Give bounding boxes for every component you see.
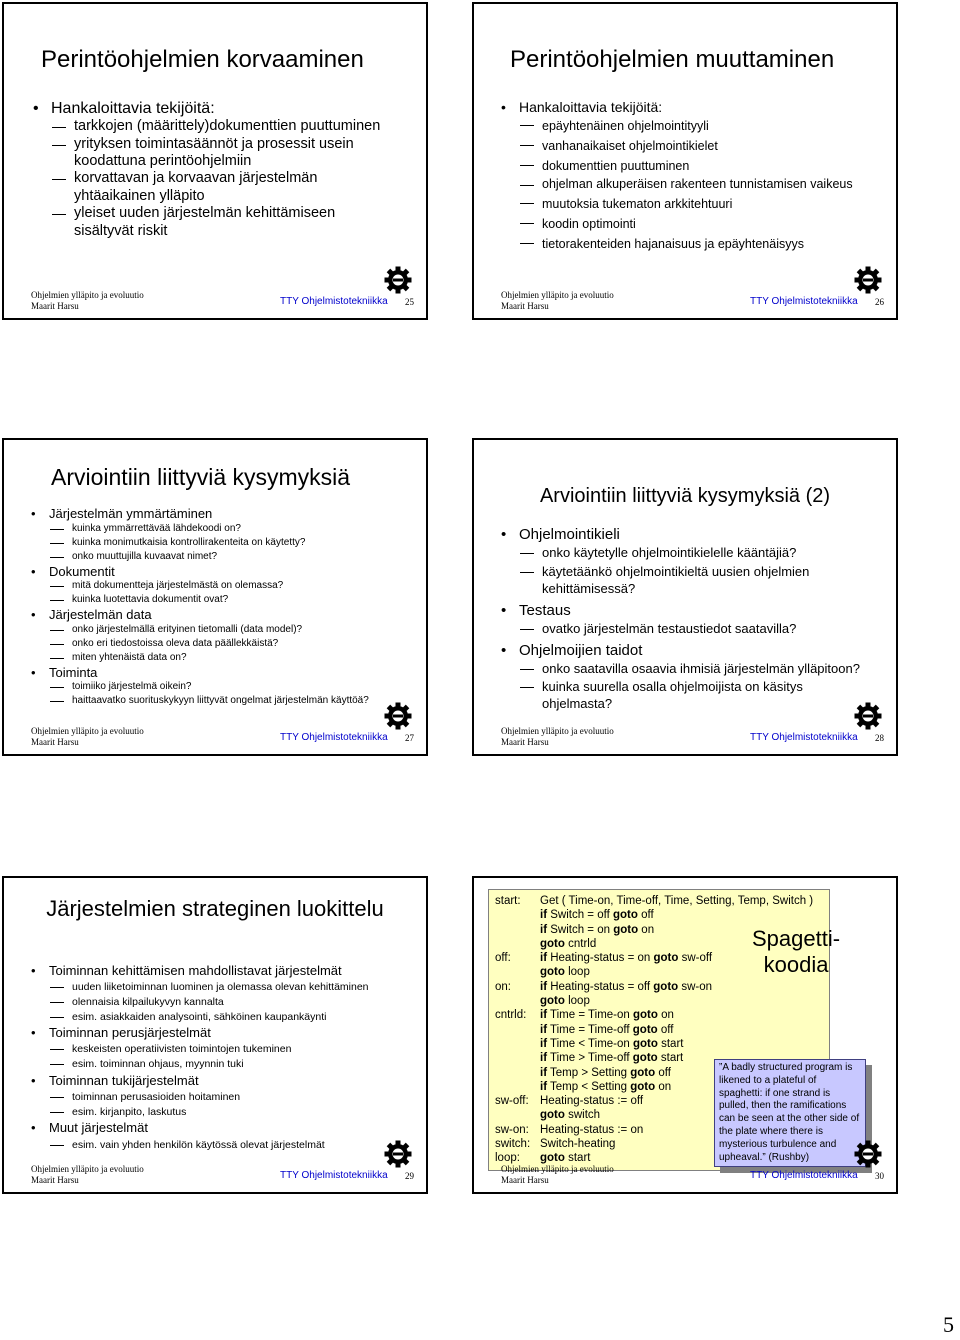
sub-bullet-item: kuinka monimutkaisia kontrollirakenteita on käytetty? (29, 536, 392, 550)
slide-bullets (499, 99, 862, 254)
sub-bullet-item: tarkkojen (määrittely)dokumenttien puuttuminen (31, 118, 392, 135)
slide-number: 27 (405, 733, 414, 743)
sub-bullet-item: tietorakenteiden hajanaisuus ja epäyhtenäisyys (499, 234, 862, 254)
slide-29 (2, 876, 428, 1194)
code-keyword: goto (612, 909, 638, 922)
slide-footer-left (31, 290, 144, 313)
slide-footer-left (501, 290, 614, 313)
code-keyword: goto (540, 995, 565, 1008)
bullet-item: • Toiminnan kehittämisen mahdollistavat järjestelmät (29, 962, 392, 980)
code-text: off (657, 1023, 674, 1036)
slide-footer-left (501, 1164, 614, 1187)
sub-bullet-item: olennaisia kilpailukyvyn kannalta (29, 995, 392, 1010)
code-text: start (657, 1037, 684, 1050)
footer-org: TTY Ohjelmistotekniikka (280, 296, 388, 307)
code-keyword: goto (653, 980, 679, 993)
slide-number: 28 (875, 733, 884, 743)
code-text: off (655, 1066, 671, 1079)
code-text: Time = Time-on (547, 1009, 633, 1022)
sub-bullet-item: toimiiko järjestelmä oikein? (29, 680, 392, 694)
sub-bullet-item: esim. kirjanpito, laskutus (29, 1105, 392, 1120)
sub-bullet-item: keskeisten operatiivisten toimintojen tukeminen (29, 1042, 392, 1057)
bullet-item: • Toiminnan perusjärjestelmät (29, 1024, 392, 1042)
sub-bullet-item: onko eri tiedostoissa oleva data päällekkäistä? (29, 637, 392, 651)
bullet-item: • Hankaloittavia tekijöitä: (499, 99, 862, 116)
code-label (489, 1023, 540, 1037)
bullet-item: • Muut järjestelmät (29, 1119, 392, 1137)
sub-bullet-item: yleiset uuden järjestelmän kehittämiseen sisältyvät riskit (31, 205, 392, 240)
code-text: Heating-status = off (547, 980, 654, 993)
footer-author: Maarit Harsu (31, 300, 79, 311)
sub-bullet-item: esim. asiakkaiden analysointi, sähköinen kaupankäynti (29, 1010, 392, 1025)
code-label: start: (495, 895, 521, 907)
code-label (489, 1037, 540, 1051)
code-statement (540, 980, 829, 994)
footer-author: Maarit Harsu (501, 300, 549, 311)
footer-course: Ohjelmien ylläpito ja evoluutio (31, 1163, 144, 1174)
sub-bullet-item: ovatko järjestelmän testaustiedot saatavilla? (499, 621, 862, 638)
code-line (489, 1023, 829, 1037)
sub-bullet-item: epäyhtenäinen ohjelmointityyli (499, 116, 862, 136)
code-text: cntrld (564, 937, 597, 950)
tty-gear-logo-icon (854, 266, 882, 294)
sub-bullet-item: vanhanaikaiset ohjelmointikielet (499, 136, 862, 156)
code-text: off (637, 909, 654, 922)
sub-bullet-item: koodin optimointi (499, 214, 862, 234)
code-keyword: goto (540, 966, 565, 979)
slide-footer-left (501, 726, 614, 749)
code-text: on (657, 1009, 674, 1022)
code-label (489, 937, 540, 951)
tty-gear-logo-icon (384, 266, 412, 294)
tty-gear-logo-icon (854, 702, 882, 730)
footer-org: TTY Ohjelmistotekniikka (750, 732, 858, 743)
bullet-item: • Toiminnan tukijärjestelmät (29, 1072, 392, 1090)
code-line (489, 1037, 829, 1051)
code-text: Heating-status := on (540, 1123, 644, 1136)
sub-bullet-item: kuinka luotettavia dokumentit ovat? (29, 593, 392, 607)
code-text: Heating-status := off (540, 1095, 644, 1108)
footer-course: Ohjelmien ylläpito ja evoluutio (31, 725, 144, 736)
slide-25 (2, 2, 428, 320)
slide-footer-left (31, 726, 144, 749)
bullet-item: • Järjestelmän ymmärtäminen (29, 506, 392, 522)
code-line (489, 980, 829, 994)
slide-title-line-2: koodia (763, 952, 829, 978)
code-label (489, 1066, 540, 1080)
code-label: sw-off: (495, 1095, 529, 1108)
code-label (489, 1051, 540, 1065)
code-label: sw-on: (495, 1123, 529, 1136)
code-keyword: goto (633, 1009, 658, 1022)
slide-title: Arviointiin liittyviä kysymyksiä (2) (539, 485, 831, 507)
code-keyword: if (540, 1009, 548, 1022)
code-label (489, 923, 540, 937)
slide-bullets (29, 506, 392, 708)
code-keyword: goto (653, 952, 679, 965)
sub-bullet-item: onko saatavilla osaavia ihmisiä järjestelmän ylläpitoon? (499, 661, 862, 678)
code-line (489, 894, 829, 908)
code-text: switch (564, 1109, 601, 1122)
tty-gear-logo-icon (854, 1140, 882, 1168)
sub-bullet-item: esim. vain yhden henkilön käytössä olevat järjestelmät (29, 1138, 392, 1153)
code-text: start (657, 1052, 684, 1065)
sub-bullet-item: onko muuttujilla kuvaavat nimet? (29, 550, 392, 564)
code-statement (540, 1037, 829, 1051)
code-statement (540, 894, 829, 908)
slide-title: Arviointiin liittyviä kysymyksiä (51, 464, 351, 490)
sub-bullet-item: korvattavan ja korvaavan järjestelmän yhtäaikainen ylläpito (31, 170, 392, 205)
tty-gear-logo-icon (384, 702, 412, 730)
code-text: on (638, 923, 655, 936)
footer-org: TTY Ohjelmistotekniikka (750, 1170, 858, 1181)
bullet-item: • Hankaloittavia tekijöitä: (31, 99, 392, 118)
footer-author: Maarit Harsu (501, 1174, 549, 1185)
code-text: Switch-heating (540, 1138, 616, 1151)
code-keyword: goto (630, 1080, 656, 1093)
sub-bullet-item: onko käytetylle ohjelmointikielelle kääntäjiä? (499, 545, 862, 562)
code-label: switch: (495, 1138, 531, 1151)
code-keyword: goto (632, 1023, 658, 1036)
code-keyword: goto (540, 937, 565, 950)
sub-bullet-item: yrityksen toimintasäännöt ja prosessit usein koodattuna perintöohjelmiin (31, 136, 392, 171)
code-keyword: if (540, 1023, 548, 1036)
code-text: Switch = off (547, 909, 613, 922)
page-number: 5 (943, 1312, 954, 1337)
code-line (489, 994, 829, 1008)
footer-org: TTY Ohjelmistotekniikka (280, 1170, 388, 1181)
code-label: loop: (495, 1152, 520, 1165)
code-label (489, 1080, 540, 1094)
slide-30 (472, 876, 898, 1194)
code-statement (540, 1023, 829, 1037)
code-line (489, 1008, 829, 1022)
code-keyword: goto (633, 1037, 658, 1050)
slide-title: Järjestelmien strateginen luokittelu (46, 896, 384, 921)
code-text: on (655, 1080, 672, 1093)
rushby-quote-box: ”A badly structured program is likened to a plateful of spaghetti: if one strand is pulled, then the ramifications can be seen at the other side of the plate where there is mysterious turbulence and upheaval.” (Rushby) (714, 1059, 866, 1167)
code-label (489, 994, 540, 1008)
code-label (489, 1108, 540, 1122)
code-label: off: (495, 952, 511, 965)
code-text: sw-off (678, 952, 713, 965)
sub-bullet-item: ohjelman alkuperäisen rakenteen tunnistamisen vaikeus (499, 176, 862, 192)
slide-number: 25 (405, 297, 414, 307)
slide-number: 30 (875, 1171, 884, 1181)
code-text: Time = Time-off (547, 1023, 633, 1036)
bullet-item: • Järjestelmän data (29, 607, 392, 623)
code-keyword: goto (613, 923, 639, 936)
footer-course: Ohjelmien ylläpito ja evoluutio (501, 289, 614, 300)
code-label: on: (495, 980, 511, 993)
sub-bullet-item: kuinka suurella osalla ohjelmoijista on käsitys ohjelmasta? (499, 679, 862, 713)
code-keyword: goto (540, 1152, 565, 1165)
sub-bullet-item: toiminnan perusasioiden hoitaminen (29, 1090, 392, 1105)
sub-bullet-item: mitä dokumentteja järjestelmästä on olemassa? (29, 579, 392, 593)
code-keyword: goto (632, 1052, 658, 1065)
bullet-item: • Toiminta (29, 665, 392, 681)
code-keyword: if (540, 923, 548, 936)
code-statement (540, 908, 829, 922)
code-text: Get ( Time-on, Time-off, Time, Setting, Temp, Switch ) (540, 895, 814, 907)
footer-author: Maarit Harsu (31, 736, 79, 747)
sub-bullet-item: käytetäänkö ohjelmointikieltä uusien ohjelmien kehittämisessä? (499, 564, 862, 598)
code-line (489, 908, 829, 922)
sub-bullet-item: dokumenttien puuttuminen (499, 156, 862, 176)
footer-course: Ohjelmien ylläpito ja evoluutio (501, 725, 614, 736)
slide-title: Perintöohjelmien muuttaminen (510, 46, 835, 73)
bullet-item: • Ohjelmoijien taidot (499, 640, 862, 661)
sub-bullet-item: onko järjestelmällä erityinen tietomalli (data model)? (29, 623, 392, 637)
code-keyword: if (540, 952, 548, 965)
slide-26 (472, 2, 898, 320)
slide-title (752, 926, 840, 979)
footer-author: Maarit Harsu (501, 736, 549, 747)
sub-bullet-item: kuinka ymmärrettävää lähdekoodi on? (29, 522, 392, 536)
slide-number: 26 (875, 297, 884, 307)
code-keyword: goto (630, 1066, 656, 1079)
code-text: loop (564, 966, 590, 979)
code-text: loop (564, 995, 590, 1008)
code-keyword: if (540, 1080, 548, 1093)
slide-bullets (29, 962, 392, 1152)
code-text: sw-on (678, 980, 713, 993)
code-keyword: if (540, 1037, 548, 1050)
slide-number: 29 (405, 1171, 414, 1181)
slide-footer-left (31, 1164, 144, 1187)
code-label (489, 965, 540, 979)
footer-course: Ohjelmien ylläpito ja evoluutio (501, 1163, 614, 1174)
code-text: Time < Time-on (547, 1037, 633, 1050)
sub-bullet-item: miten yhtenäistä data on? (29, 651, 392, 665)
bullet-item: • Ohjelmointikieli (499, 524, 862, 545)
footer-org: TTY Ohjelmistotekniikka (750, 296, 858, 307)
code-label: cntrld: (495, 1009, 527, 1022)
sub-bullet-item: esim. toiminnan ohjaus, myynnin tuki (29, 1057, 392, 1072)
slide-27 (2, 438, 428, 756)
slide-title-line-1: Spagetti- (752, 926, 841, 951)
sub-bullet-item: muutoksia tukematon arkkitehtuuri (499, 194, 862, 214)
code-keyword: if (540, 1052, 548, 1065)
code-text: Heating-status = on (547, 952, 654, 965)
sub-bullet-item: haittaavatko suorituskykyyn liittyvät ongelmat järjestelmän käyttöä? (29, 694, 392, 708)
slide-title: Perintöohjelmien korvaaminen (41, 46, 364, 73)
code-text: Time > Time-off (547, 1052, 633, 1065)
bullet-item: • Dokumentit (29, 564, 392, 580)
slide-bullets (31, 99, 392, 240)
code-label (489, 908, 540, 922)
tty-gear-logo-icon (384, 1140, 412, 1168)
code-text: Temp > Setting (547, 1066, 631, 1079)
code-text: Temp < Setting (547, 1080, 631, 1093)
footer-course: Ohjelmien ylläpito ja evoluutio (31, 289, 144, 300)
code-statement (540, 994, 829, 1008)
slide-bullets (499, 524, 862, 715)
code-keyword: if (540, 980, 548, 993)
code-keyword: if (540, 1066, 548, 1079)
footer-org: TTY Ohjelmistotekniikka (280, 732, 388, 743)
sub-bullet-item: uuden liiketoiminnan luominen ja olemassa olevan kehittäminen (29, 980, 392, 995)
code-statement (540, 1008, 829, 1022)
code-keyword: if (540, 909, 548, 922)
footer-author: Maarit Harsu (31, 1174, 79, 1185)
slide-28 (472, 438, 898, 756)
code-keyword: goto (540, 1109, 565, 1122)
bullet-item: • Testaus (499, 600, 862, 621)
code-text: Switch = on (547, 923, 614, 936)
code-text: start (564, 1152, 591, 1165)
